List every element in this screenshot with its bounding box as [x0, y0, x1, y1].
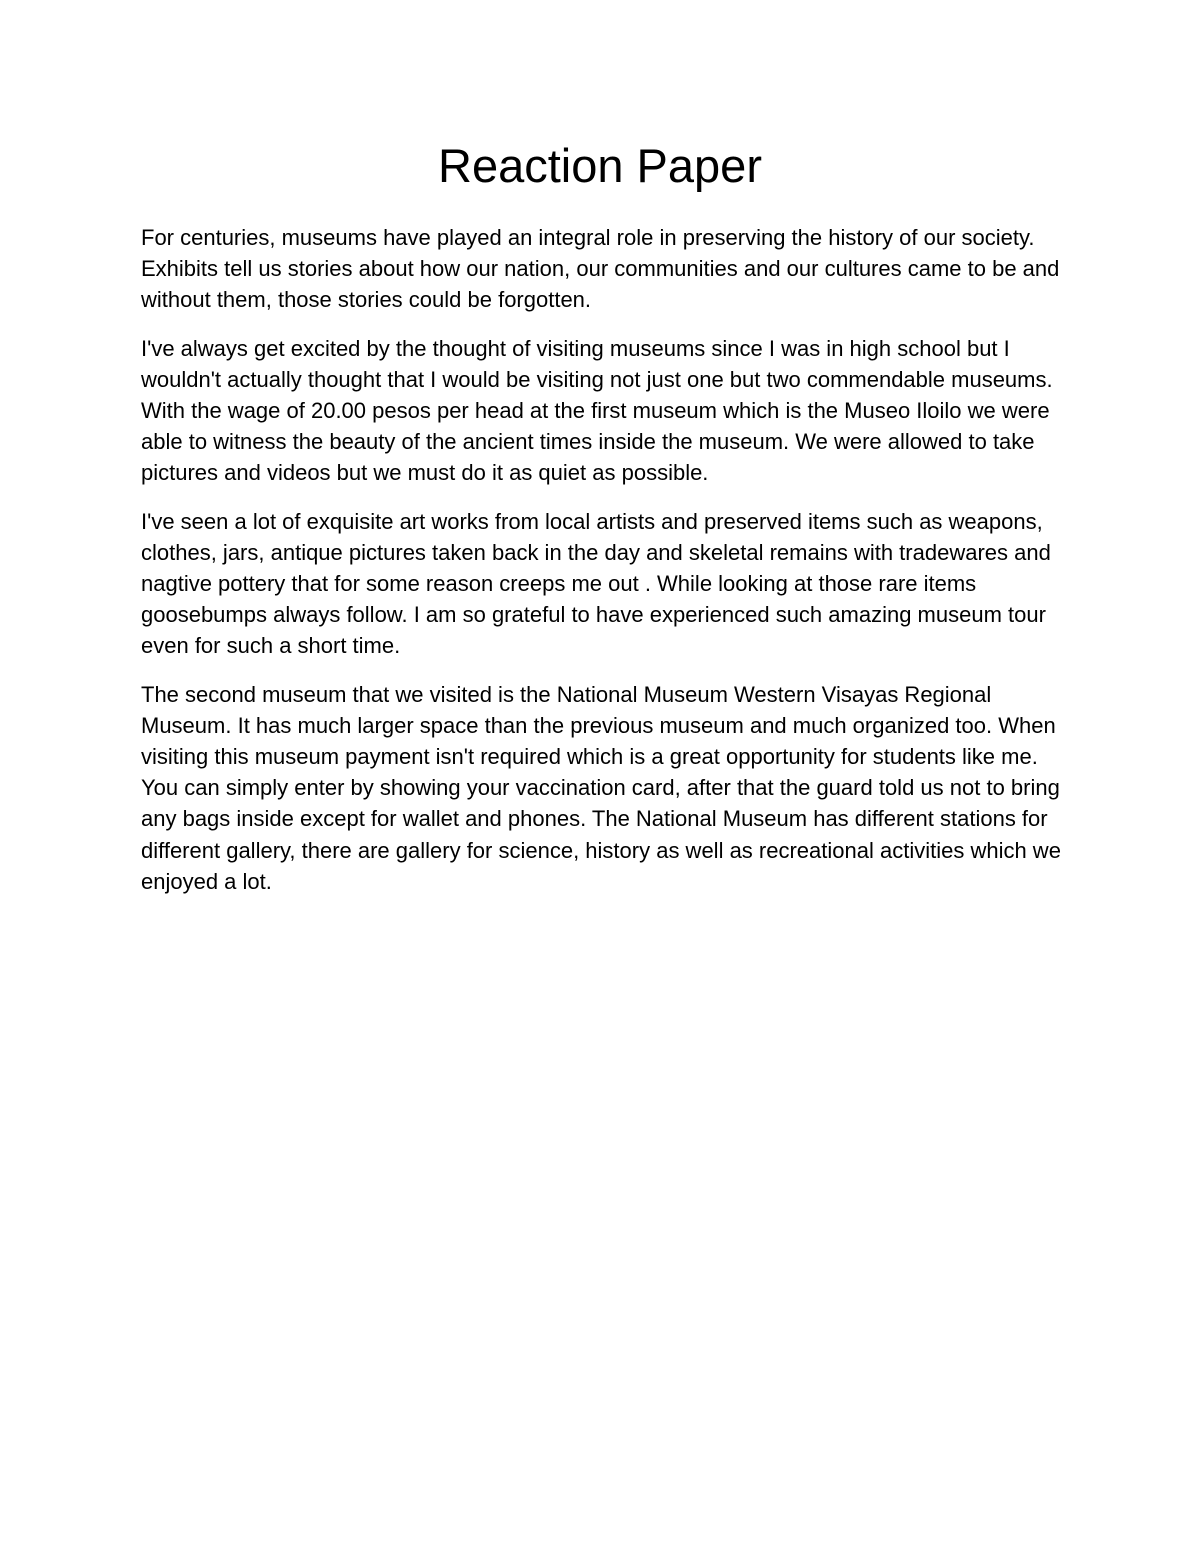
- document-title: Reaction Paper: [438, 139, 762, 192]
- paragraph-2: I've always get excited by the thought of visiting museums since I was in high school but I wouldn't actually thought that I would be visiting not just one but two commendable museums. With the wage of 20.00 pesos per head at the first museum which is the Museo Iloilo we were able to witness the beauty of the ancient times inside the museum. We were allowed to take pictures and videos but we must do it as quiet as possible.: [141, 335, 1053, 486]
- document-body: [141, 222, 1066, 914]
- paragraph-4: The second museum that we visited is the National Museum Western Visayas Regional Museum. It has much larger space than the previous museum and much organized too. When visiting this museum payment isn't required which is a great opportunity for students like me. You can simply enter by showing your vaccination card, after that the guard told us not to bring any bags inside except for wallet and phones. The National Museum has different stations for different gallery, there are gallery for science, history as well as recreational activities which we enjoyed a lot.: [141, 681, 1061, 894]
- paragraph-1: For centuries, museums have played an integral role in preserving the history of our society. Exhibits tell us stories about how our nation, our communities and our cultures came to be and without them, those stories could be forgotten.: [141, 225, 1060, 313]
- paragraph-3: I've seen a lot of exquisite art works from local artists and preserved items such as weapons, clothes, jars, antique pictures taken back in the day and skeletal remains with tradewares and nagtive pottery that for some reason creeps me out . While looking at those rare items goosebumps always follow. I am so grateful to have experienced such amazing museum tour even for such a short time.: [141, 508, 1051, 659]
